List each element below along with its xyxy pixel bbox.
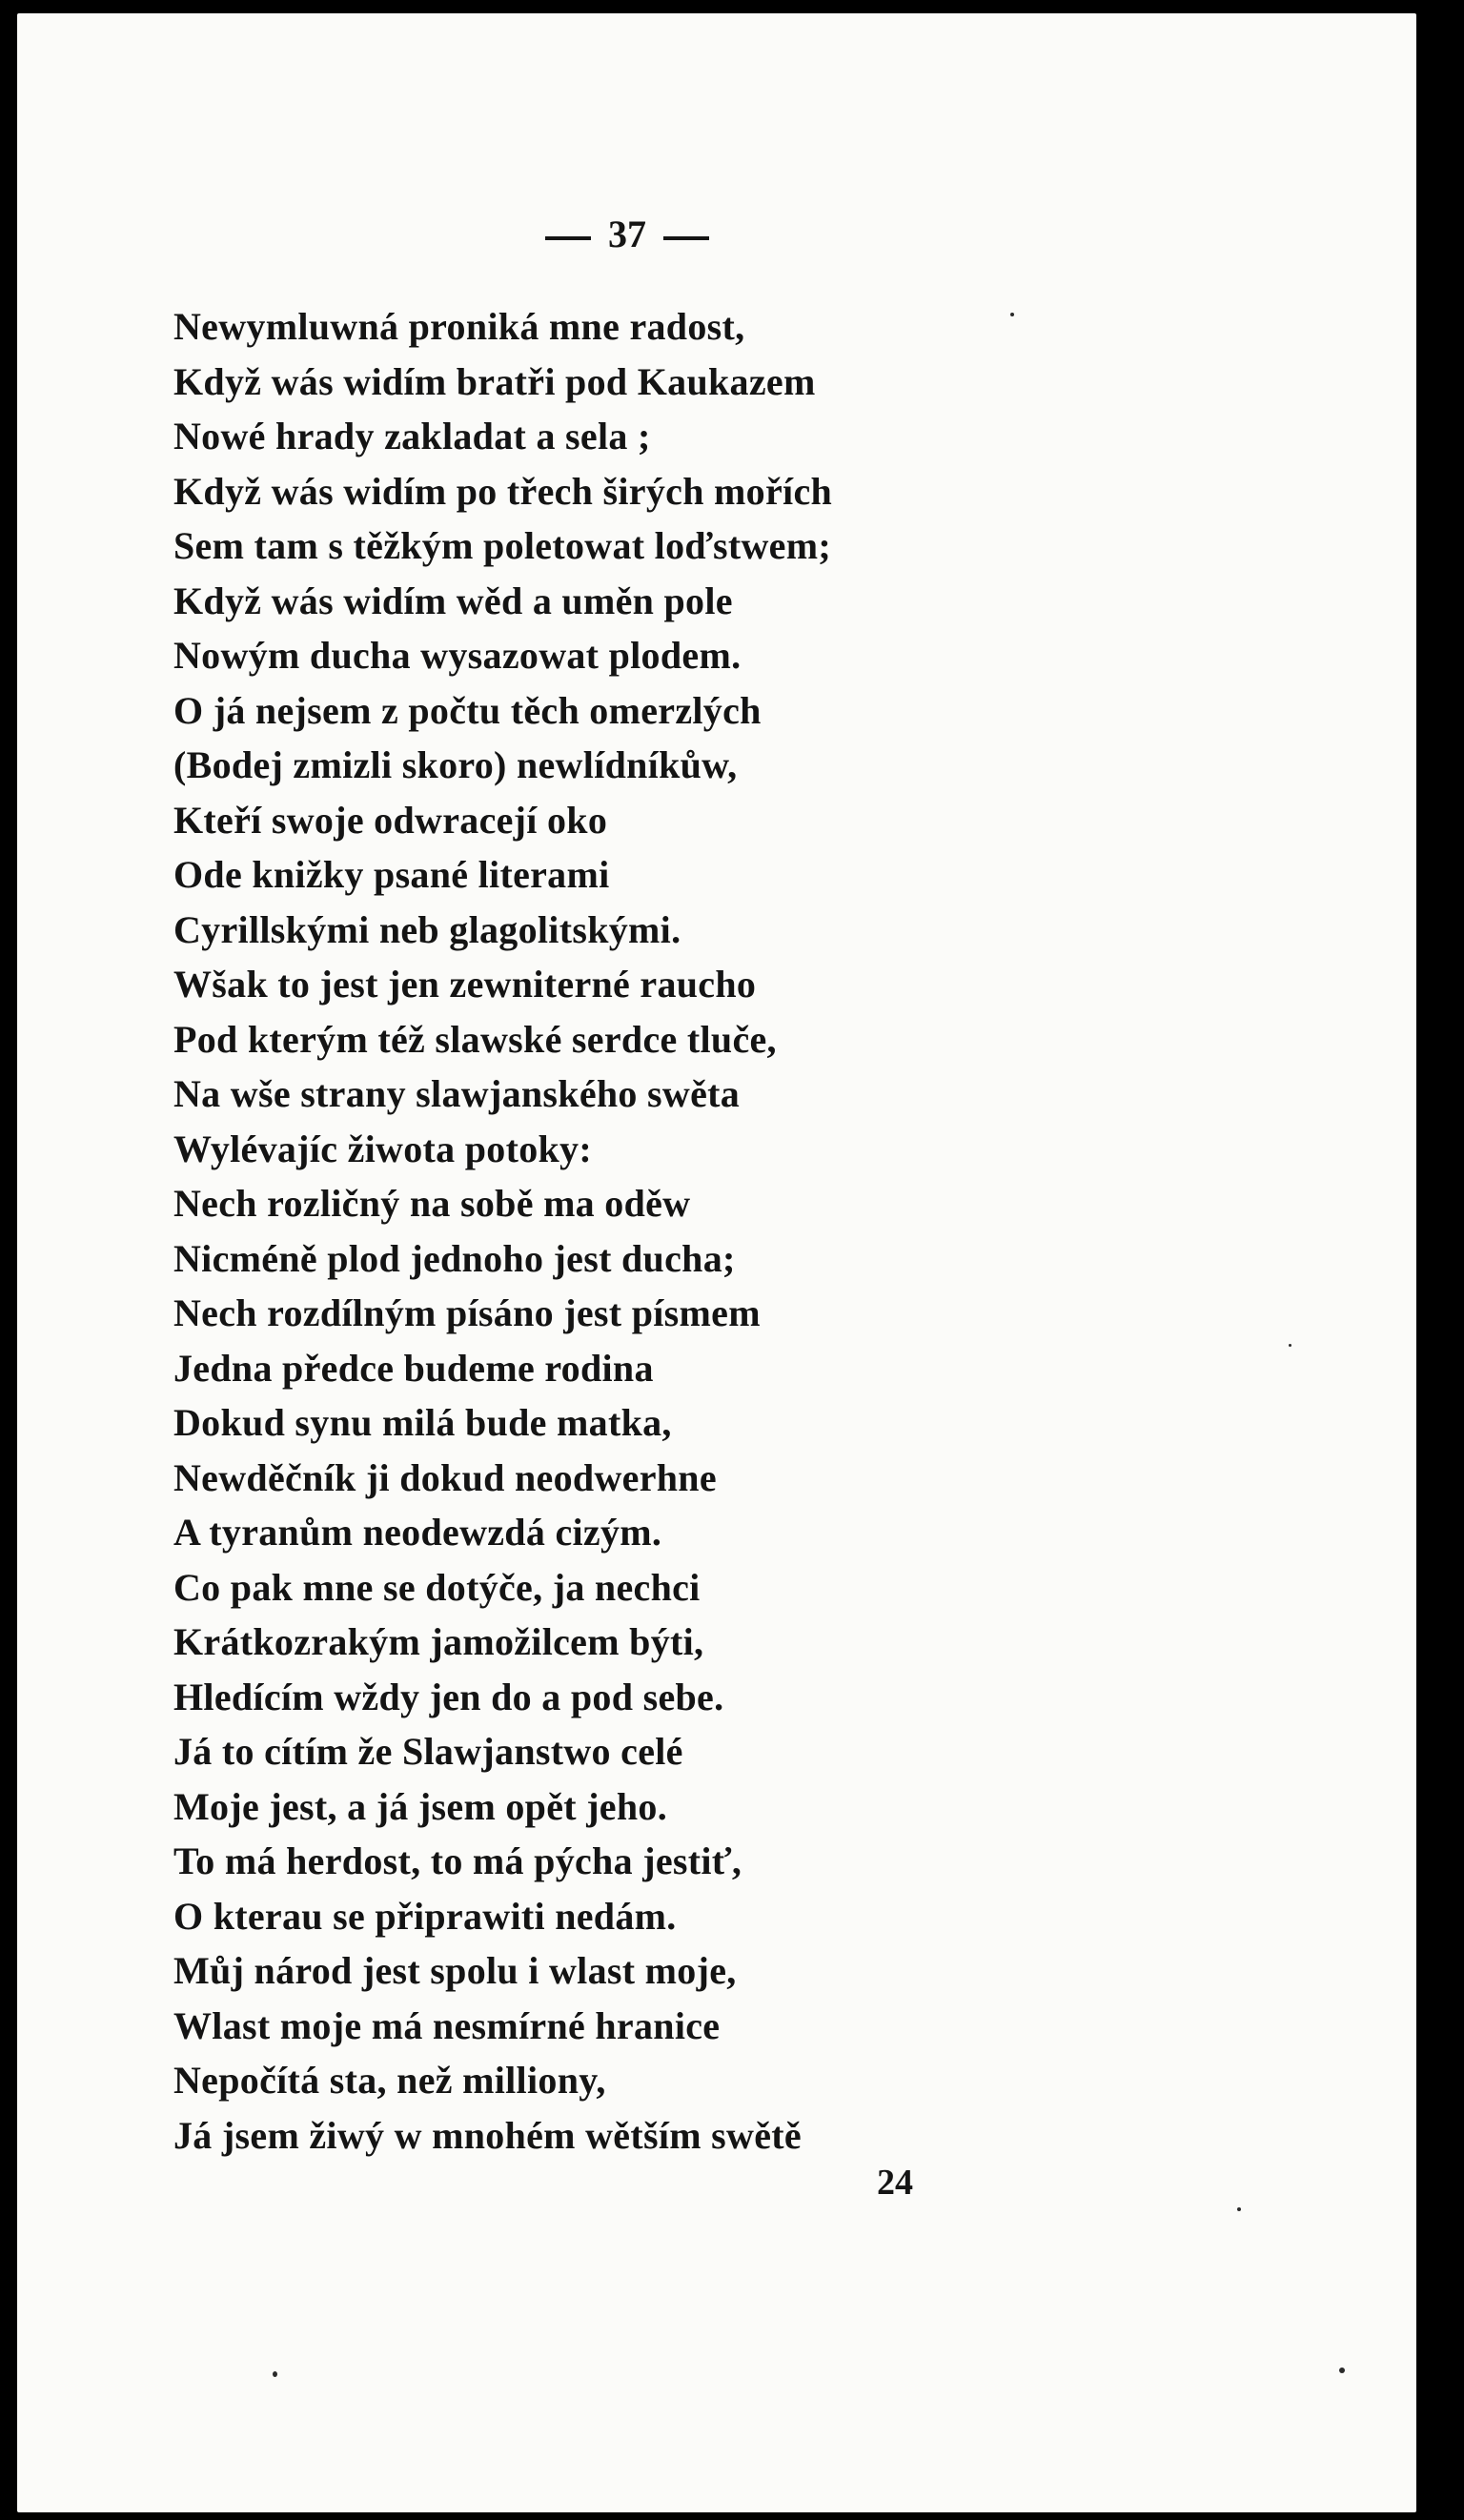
poem-line: O já nejsem z počtu těch omerzlých [173, 688, 762, 732]
paper-speck [1339, 2368, 1345, 2373]
poem-line: Hledícím wždy jen do a pod sebe. [173, 1675, 724, 1718]
poem-line: Nech rozdílným písáno jest písmem [173, 1291, 761, 1334]
poem-line: Jedna předce budeme rodina [173, 1346, 654, 1390]
paper-speck [273, 2371, 277, 2377]
poem-line: Cyrillskými neb glagolitskými. [173, 907, 681, 951]
page-number: 37 [608, 213, 646, 255]
poem-line: Já to cítím že Slawjanstwo celé [173, 1730, 683, 1773]
poem-line: Kteří swoje odwracejí oko [173, 798, 608, 842]
poem-line: Nicméně plod jednoho jest ducha; [173, 1236, 736, 1280]
poem-line: Nowé hrady zakladat a sela ; [173, 415, 651, 457]
poem-line: A tyranům neodewzdá cizým. [173, 1511, 662, 1554]
poem-line: Newymluwná proniká mne radost, [173, 305, 745, 348]
poem-line: (Bodej zmizli skoro) newlídníkůw, [173, 743, 738, 786]
poem-line: Na wše strany slawjanského swěta [173, 1072, 741, 1115]
paper-speck [1237, 2207, 1241, 2211]
poem-line: Když wás widím po třech širých mořích [173, 469, 833, 513]
poem-line: Krátkozrakým jamožilcem býti, [173, 1620, 704, 1663]
poem-line: Wylévajíc žiwota potoky: [173, 1127, 592, 1170]
poem-line: Moje jest, a já jsem opět jeho. [173, 1784, 668, 1828]
poem-line: Pod kterým též slawské serdce tluče, [173, 1017, 777, 1061]
poem-line: Nowým ducha wysazowat plodem. [173, 634, 742, 677]
poem-line: Wlast moje má nesmírné hranice [173, 2003, 721, 2047]
poem-line: Ode knižky psané literami [173, 853, 610, 896]
poem-text [173, 299, 1108, 2163]
page-header [522, 212, 732, 256]
poem-line: Když wás widím bratři pod Kaukazem [173, 359, 816, 403]
poem-line: Když wás widím wěd a uměn pole [173, 579, 733, 622]
poem-line: Nech rozličný na sobě ma oděw [173, 1182, 691, 1225]
poem-line: Nepočítá sta, než milliony, [173, 2059, 606, 2102]
poem-line: Wšak to jest jen zewniterné raucho [173, 963, 757, 1006]
poem-line: Dokud synu milá bude matka, [173, 1401, 672, 1444]
poem-line: Co pak mne se dotýče, ja nechci [173, 1565, 701, 1609]
paper-speck [1289, 1344, 1291, 1347]
paper-speck [1010, 313, 1014, 316]
header-dash-left [545, 236, 591, 240]
header-dash-right [663, 236, 709, 240]
right-scan-edge [1416, 0, 1464, 2520]
printer-signature: 24 [877, 2163, 913, 2203]
poem-line: Já jsem žiwý w mnohém wětším swětě [173, 2113, 802, 2157]
left-binding-edge [0, 0, 17, 2520]
poem-line: Newděčník ji dokud neodwerhne [173, 1455, 717, 1499]
poem-line: O kterau se připrawiti nedám. [173, 1894, 677, 1938]
poem-line: Sem tam s těžkým poletowat loďstwem; [173, 524, 831, 567]
poem-line: To má herdost, to má pýcha jestiť, [173, 1839, 742, 1882]
poem-line: Můj národ jest spolu i wlast moje, [173, 1949, 737, 1992]
